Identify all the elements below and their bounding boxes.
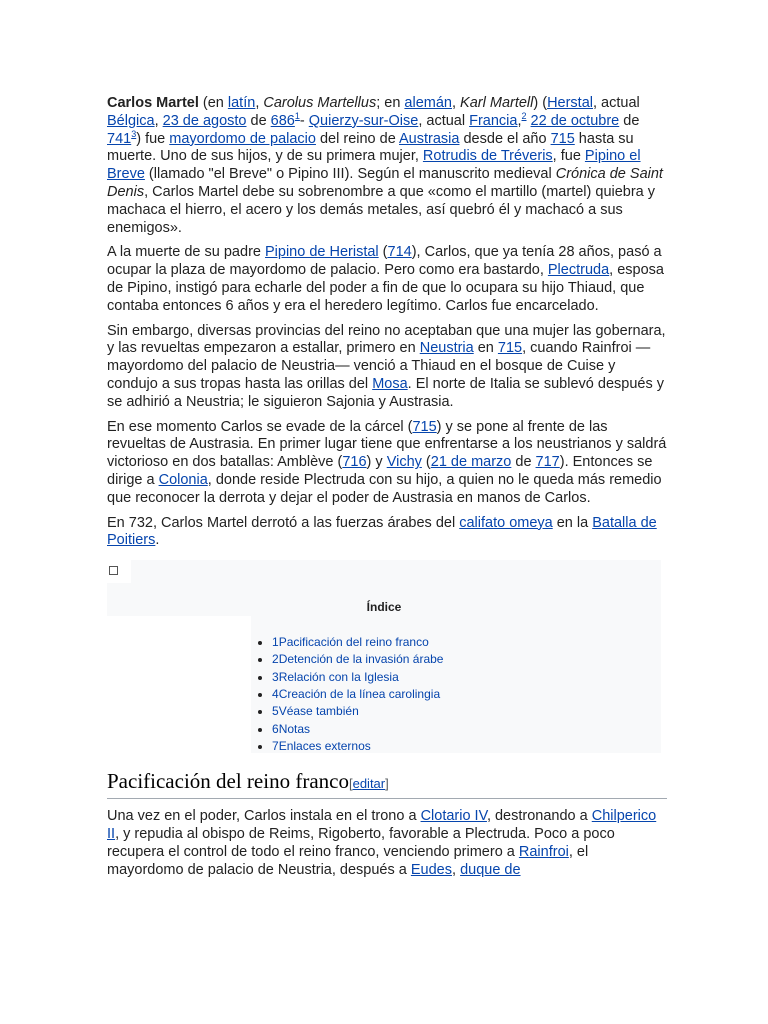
link-vichy[interactable]: Vichy [386, 454, 422, 471]
text: Sin embargo, diversas provincias del reino no aceptaban que una mujer las gobernara, y las revueltas empezaron a estallar, primero en [107, 322, 666, 357]
text: ) y [366, 454, 387, 471]
toc-item[interactable] [272, 703, 443, 720]
link-aleman[interactable]: alemán [404, 95, 452, 111]
text: , [517, 112, 522, 129]
toc-number[interactable]: 1 [272, 635, 279, 650]
german-name: Karl Martell [460, 95, 534, 111]
text: de [246, 112, 271, 129]
text: En 732, Carlos Martel derrotó a las fuerzas árabes del [107, 514, 460, 531]
link-715[interactable]: 715 [412, 418, 437, 435]
text: , esposa de Pipino, instigó para echarle del poder a fin de que lo ocupara su hijo Thiaud, que contaba entonces 6 años y era el heredero legítimo. Carlos fue encarcelado. [107, 262, 664, 314]
link-plectruda[interactable]: Plectruda [547, 262, 610, 279]
toc-number[interactable]: 5 [272, 704, 279, 719]
link-colonia[interactable]: Colonia [158, 471, 208, 488]
toc-link[interactable]: Enlaces externos [278, 738, 371, 753]
text: ) y se pone al frente de las revueltas de Austrasia. En primer lugar tiene que enfrentarse a los neustrianos y saldrá victorioso en dos batallas: Amblève ( [107, 418, 667, 471]
toc-item[interactable] [272, 721, 443, 738]
section-heading [107, 769, 667, 799]
toc-number[interactable]: 7 [272, 738, 279, 753]
toc-link[interactable]: Véase también [278, 704, 359, 719]
toc-link[interactable]: Notas [278, 721, 311, 736]
text: de [619, 112, 640, 129]
text: en [473, 340, 498, 357]
text: , cuando Rainfroi —mayordomo del palacio de Neustria— venció a Thiaud en el bosque de Cuise y condujo a sus tropas hasta las orillas del [107, 340, 651, 392]
toc-toggle[interactable] [107, 560, 131, 583]
text: , fue [552, 148, 585, 165]
article-subject: Carlos Martel [107, 95, 199, 111]
toc-blank-area [107, 616, 251, 753]
latin-name: Carolus Martellus [263, 95, 377, 111]
table-of-contents [107, 560, 661, 753]
text: ), Carlos, que ya tenía 28 años, pasó a ocupar la plaza de mayordomo de palacio. Pero como era bastardo, [107, 244, 662, 279]
text: en la [552, 514, 593, 531]
text: , Carlos Martel debe su sobrenombre a que «como el martillo (martel) quiebra y machaca el hierro, el acero y los demás metales, así quebró él y machacó a sus enemigos». [107, 183, 656, 236]
text: , el mayordomo de palacio de Neustria, después a [107, 843, 589, 878]
text: , [154, 112, 163, 129]
text: , [452, 861, 461, 878]
ref-3[interactable]: 3 [131, 128, 137, 139]
link-rainfroi[interactable]: Rainfroi [518, 843, 569, 860]
bracket: ] [385, 776, 389, 792]
chronicle-title: Crónica de Saint Denis [107, 166, 663, 200]
text: ; en [376, 95, 405, 111]
text: ) ( [533, 95, 548, 111]
link-717[interactable]: 717 [535, 454, 560, 471]
toc-item[interactable] [272, 686, 443, 703]
toc-title: Índice [366, 600, 402, 615]
edit-section [349, 776, 389, 791]
link-califato-omeya[interactable]: califato omeya [459, 514, 553, 531]
text: , [451, 95, 461, 111]
section-title: Pacificación del reino franco [107, 769, 349, 794]
text: . El norte de Italia se sublevó después y se adhirió a Neustria; le siguieron Sajonia y Austrasia. [107, 375, 664, 410]
link-duque[interactable]: duque de [460, 861, 521, 878]
link-herstal[interactable]: Herstal [547, 95, 593, 111]
toc-number[interactable]: 4 [272, 687, 279, 702]
text: de [511, 454, 536, 471]
toc-list [253, 634, 443, 755]
link-neustria[interactable]: Neustria [419, 340, 474, 357]
text: . [155, 532, 160, 549]
toc-link[interactable]: Relación con la Iglesia [278, 669, 399, 684]
link-clotario[interactable]: Clotario IV [420, 808, 487, 825]
link-rotrudis[interactable]: Rotrudis de Tréveris [422, 148, 553, 165]
text: ( [421, 454, 431, 471]
text: - [299, 112, 309, 129]
link-austrasia[interactable]: Austrasia [399, 130, 460, 147]
toc-item[interactable] [272, 669, 443, 686]
text: ( [378, 244, 388, 261]
link-mayordomo[interactable]: mayordomo de palacio [169, 130, 316, 147]
text: ) fue [136, 130, 170, 147]
link-francia[interactable]: Francia [469, 112, 518, 129]
text: (en [198, 95, 228, 111]
toc-item[interactable] [272, 634, 443, 651]
checkbox-icon[interactable] [109, 566, 118, 575]
link-pipino-heristal[interactable]: Pipino de Heristal [265, 244, 379, 261]
toc-number[interactable]: 3 [272, 669, 279, 684]
toc-number[interactable]: 6 [272, 721, 279, 736]
toc-link[interactable]: Pacificación del reino franco [278, 635, 429, 650]
link-21-marzo[interactable]: 21 de marzo [430, 454, 512, 471]
edit-link[interactable]: editar [352, 776, 386, 792]
link-latin[interactable]: latín [227, 95, 256, 111]
text: En ese momento Carlos se evade de la cárcel ( [107, 418, 413, 435]
text: , actual [593, 95, 640, 111]
ref-1[interactable]: 1 [294, 110, 300, 121]
link-741[interactable]: 741 [107, 130, 132, 147]
text: hasta su muerte. Uno de sus hijos, y de su primera mujer, [107, 130, 634, 165]
paragraph-5 [107, 515, 667, 551]
text: , donde reside Plectruda con su hijo, a quien no le queda más remedio que reconocer la derrota y dejar el poder de Austrasia en manos de Carlos. [107, 471, 662, 506]
link-22-octubre[interactable]: 22 de octubre [530, 112, 620, 129]
link-686[interactable]: 686 [270, 112, 295, 129]
text: , actual [418, 112, 470, 129]
bracket: [ [348, 776, 353, 792]
paragraph-6 [107, 808, 667, 879]
toc-item[interactable] [272, 651, 443, 668]
text: A la muerte de su padre [107, 244, 265, 261]
text: Una vez en el poder, Carlos instala en el trono a [107, 808, 421, 825]
text: (llamado "el Breve" o Pipino III). Según el manuscrito medieval [144, 166, 556, 183]
link-714[interactable]: 714 [387, 244, 412, 261]
text: , [255, 95, 264, 111]
toc-link[interactable]: Creación de la línea carolingia [278, 687, 441, 702]
link-mosa[interactable]: Mosa [372, 375, 408, 392]
ref-2[interactable]: 2 [521, 110, 527, 121]
link-batalla-poitiers[interactable]: Batalla de Poitiers [107, 514, 657, 549]
text: , y repudia al obispo de Reims, Rigoberto, favorable a Plectruda. Poco a poco recupera el control de todo el reino franco, venciendo primero a [107, 825, 615, 860]
text: desde el año [459, 130, 551, 147]
text: ). Entonces se dirige a [107, 454, 653, 488]
toc-item[interactable] [272, 738, 443, 755]
text: del reino de [315, 130, 400, 147]
link-716[interactable]: 716 [342, 454, 367, 471]
link-715[interactable]: 715 [550, 130, 575, 147]
paragraph-2 [107, 244, 667, 315]
link-23-agosto[interactable]: 23 de agosto [162, 112, 247, 129]
paragraph-3 [107, 323, 667, 412]
link-eudes[interactable]: Eudes [410, 861, 452, 878]
article-content [107, 95, 667, 886]
toc-link[interactable]: Detención de la invasión árabe [278, 652, 444, 667]
link-chilperico[interactable]: Chilperico II [107, 808, 657, 842]
link-715[interactable]: 715 [497, 340, 523, 357]
link-belgica[interactable]: Bélgica [107, 112, 155, 129]
intro-paragraph [107, 95, 667, 237]
link-quierzy[interactable]: Quierzy-sur-Oise [308, 112, 419, 129]
link-pipino-breve[interactable]: Pipino el Breve [107, 148, 641, 183]
paragraph-4 [107, 419, 667, 508]
toc-number[interactable]: 2 [272, 652, 279, 667]
text: , destronando a [486, 808, 592, 825]
